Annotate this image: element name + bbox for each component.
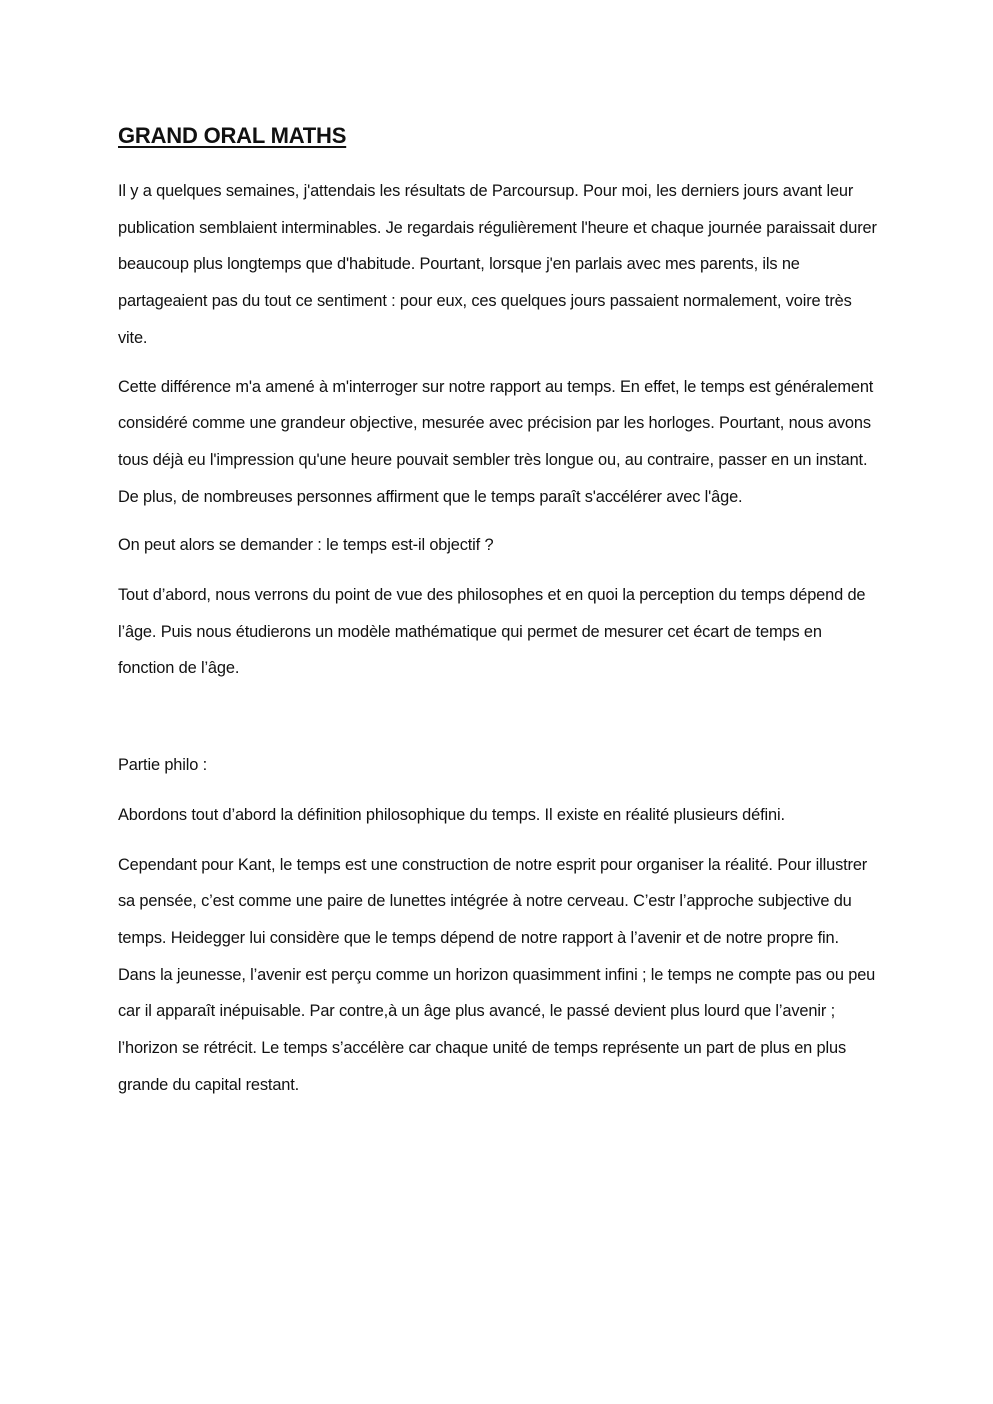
paragraph-problematic: On peut alors se demander : le temps est-il objectif ? [118,536,494,555]
paragraph-intro-parcoursup: Il y a quelques semaines, j'attendais les résultats de Parcoursup. Pour moi, les derniers jours avant leur publication semblaient interminables. Je regardais régulièrement l'heure et chaque journée paraissait durer beaucoup plus longtemps que d'habitude. Pourtant, lorsque j'en parlais avec mes parents, ils ne partageaient pas du tout ce sentiment : pour eux, ces quelques jours passaient normalement, voire très vite. [118,182,877,347]
paragraph-philo-definition: Abordons tout d’abord la définition philosophique du temps. Il existe en réalité plusieurs défini. [118,805,785,824]
paragraph-plan: Tout d’abord, nous verrons du point de vue des philosophes et en quoi la perception du temps dépend de l’âge. Puis nous étudierons un modèle mathématique qui permet de mesurer cet écart de temps en fonction de l’âge. [118,586,866,678]
document-title: GRAND ORAL MATHS [118,123,347,148]
document-body [118,118,878,1103]
paragraph-intro-time-perception: Cette différence m'a amené à m'interroger sur notre rapport au temps. En effet, le temps est généralement considéré comme une grandeur objective, mesurée avec précision par les horloges. Pourtant, nous avons tous déjà eu l'impression qu'une heure pouvait sembler très longue ou, au contraire, passer en un instant. De plus, de nombreuses personnes affirment que le temps paraît s'accélérer avec l'âge. [118,377,874,506]
section-heading-philo: Partie philo : [118,756,208,775]
paragraph-kant-heidegger: Cependant pour Kant, le temps est une construction de notre esprit pour organiser la réalité. Pour illustrer sa pensée, c’est comme une paire de lunettes intégrée à notre cerveau. C’estr l’approche subjective du temps. Heidegger lui considère que le temps dépend de notre rapport à l’avenir et de notre propre fin. Dans la jeunesse, l’avenir est perçu comme un horizon quasimment infini ; le temps ne compte pas ou peu car il apparaît inépuisable. Par contre,à un âge plus avancé, le passé devient plus lourd que l’avenir ; l’horizon se rétrécit. Le temps s’accélère car chaque unité de temps représente un part de plus en plus grande du capital restant. [118,855,876,1094]
